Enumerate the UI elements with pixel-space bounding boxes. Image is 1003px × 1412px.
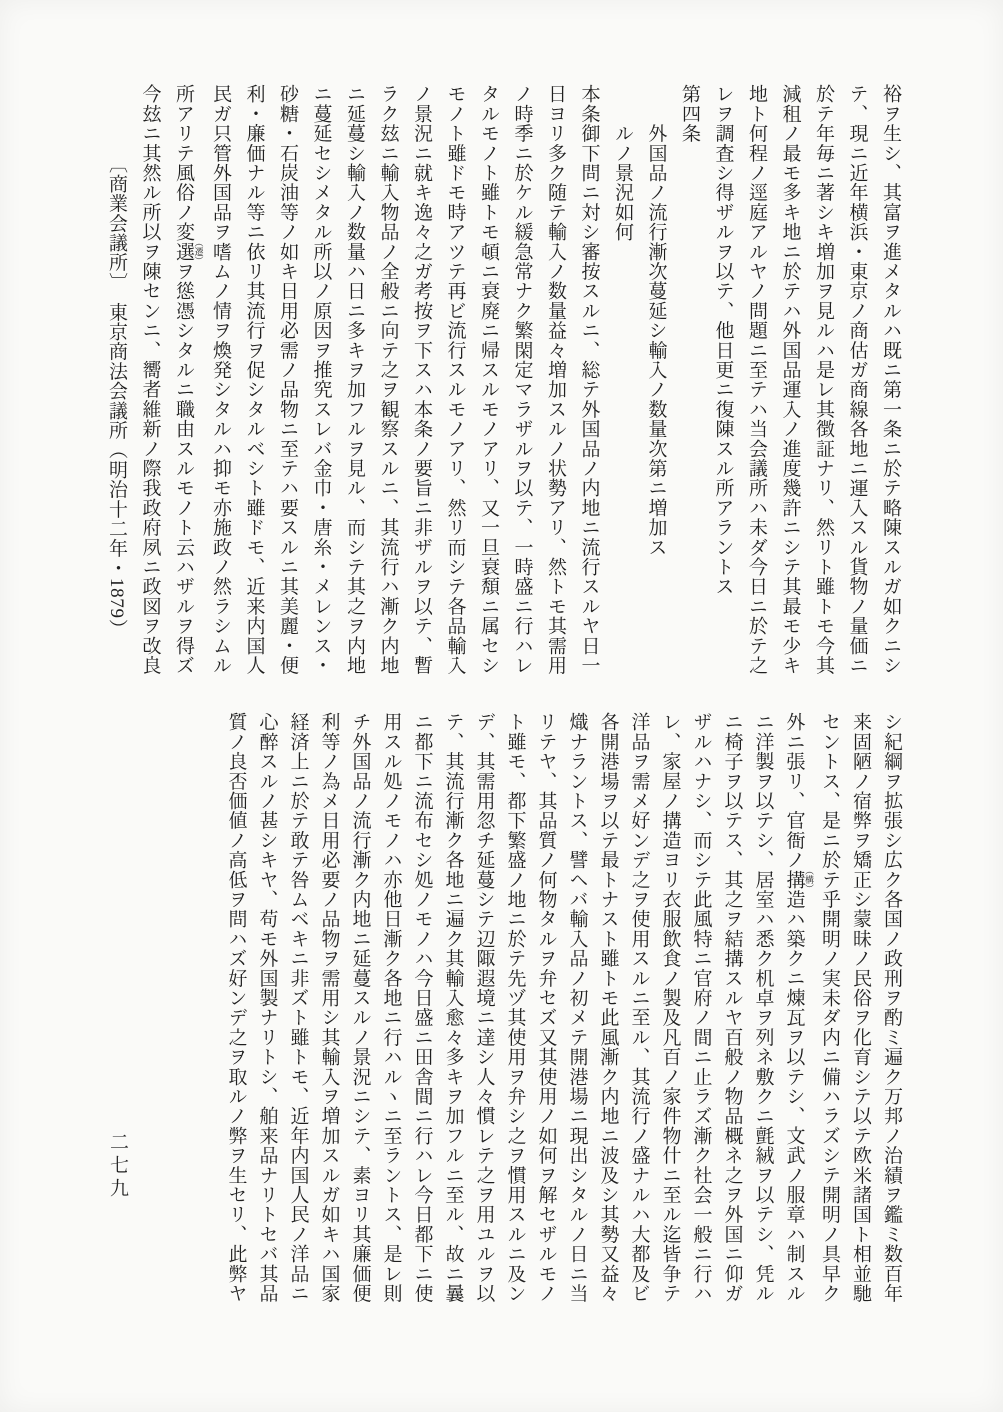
- text-column: ニ延蔓シ輸入ノ数量ハ日ニ多キヲ加フルヲ見ル、而シテ其之ヲ内地: [344, 84, 365, 675]
- text-column: レヲ調査シ得ザルヲ以テ、他日更ニ復陳スル所アラントス: [712, 84, 734, 597]
- text-column: レ、家屋ノ搆造ヨリ衣服飲食ノ製及凡百ノ家件物什ニ至ル迄皆争テ: [659, 712, 681, 1303]
- text-column: テ、現ニ近年横浜・東京ノ商估ガ商線各地ニ運入スル貨物ノ量価ニ: [846, 84, 868, 675]
- text-column: 洋品ヲ需メ好ンデ之ヲ使用スルニ至ル、其流行ノ盛ナルハ大都及ビ: [628, 712, 650, 1303]
- text-column: 用スル処ノモノハ亦他日漸ク各地ニ行ハルヽニ至ラントス、是レ則: [380, 712, 402, 1303]
- text-column: 今玆ニ其然ル所以ヲ陳センニ、嚮者維新ノ際我政府夙ニ政図ヲ改良: [139, 84, 161, 675]
- text-column: 減租ノ最モ多キ地ニ於テハ外国品運入ノ進度幾許ニシテ其最モ少キ: [779, 84, 801, 675]
- text-column: 経済上ニ於テ敢テ咎ムベキニ非ズト雖トモ、近年内国人民ノ洋品ニ: [287, 712, 309, 1303]
- text-column: 民ガ只管外国品ヲ嗜ムノ情ヲ煥発シタルハ抑モ亦施政ノ然ラシムル: [210, 84, 231, 675]
- bottom-text-block: [221, 712, 908, 1312]
- text-column: 利・廉価ナル等ニ依リ其流行ヲ促シタルベシト雖ドモ、近来内国人: [243, 84, 265, 675]
- top-columns: [133, 84, 907, 680]
- text-column: ニ椅子ヲ以テス、其之ヲ結搆スルヤ百般ノ物品概ネ之ヲ外国ニ仰ガ: [721, 712, 743, 1303]
- text-column: 利等ノ為メ日用必要ノ品物ヲ需用シ其輸入ヲ増加スルガ如キハ国家: [318, 712, 340, 1303]
- text-column: ト雖モ、都下繁盛ノ地ニ於テ先ヅ其使用ヲ弁シ之ヲ慣用スルニ及ン: [504, 712, 526, 1304]
- text-column: シ紀綱ヲ拡張シ広ク各国ノ政刑ヲ酌ミ遍ク万邦ノ治績ヲ鑑ミ数百年: [881, 712, 902, 1303]
- text-column: 来固陋ノ宿弊ヲ矯正シ蒙昧ノ民俗ヲ化育シテ以テ欧米諸国ト相並馳: [850, 712, 871, 1303]
- text-column: リテヤ、其品質ノ何物タルヲ弁セズ又其使用ノ如何ヲ解セザルモノ: [535, 712, 557, 1303]
- text-column: 於テ年毎ニ著シキ増加ヲ見ルハ是レ其徴証ナリ、然リト雖トモ今其: [813, 84, 834, 675]
- text-column: 熾ナラントス、譬ヘバ輸入品ノ初メテ開港場ニ現出シタルノ日ニ当: [566, 712, 588, 1304]
- text-column: デ、其需用忽チ延蔓シテ辺陬遐境ニ達シ人々慣レテ之ヲ用ユルヲ以: [473, 712, 495, 1303]
- bottom-columns: [221, 712, 908, 1312]
- text-column: ニ蔓延セシメタル所以ノ原因ヲ推究スレバ金巾・唐糸・メレンス・: [310, 84, 332, 675]
- text-column: テ、其流行漸ク各地ニ遍ク其輸入愈々多キヲ加フルニ至ル、故ニ曩: [442, 712, 464, 1303]
- citation-line: 〔商業会議所〕 東京商法会議所（明治十二年・1879）: [106, 154, 127, 639]
- text-column: 砂糖・石炭油等ノ如キ日用必需ノ品物ニ至テハ要スルニ其美麗・便: [277, 84, 298, 675]
- top-text-block: [100, 84, 908, 680]
- text-column: 外国品ノ流行漸次蔓延シ輸入ノ数量次第ニ増加ス: [645, 84, 667, 557]
- text-column: 第四条: [679, 84, 700, 144]
- text-column: 裕ヲ生シ、其富ヲ進メタルハ既ニ第一条ニ於テ略陳スルガ如クニシ: [880, 84, 901, 675]
- text-column: ラク玆ニ輸入物品ノ全般ニ向テ之ヲ観察スルニ、其流行ハ漸ク内地: [377, 84, 399, 675]
- text-column: 外ニ張リ、官衙ノ搆 （構）造ハ築クニ煉瓦ヲ以テシ、文武ノ服章ハ制スル: [783, 712, 814, 1304]
- text-column: タルモノト雖トモ頓ニ衰廃ニ帰スルモノアリ、又一旦衰頽ニ属セシ: [478, 84, 499, 675]
- page-number: 二七九: [107, 1132, 128, 1201]
- text-column: 本条御下問ニ対シ審按スルニ、総テ外国品ノ内地ニ流行スルヤ日一: [578, 84, 600, 675]
- text-column: 地ト何程ノ逕庭アルヤノ問題ニ至テハ当会議所ハ未ダ今日ニ於テ之: [746, 84, 767, 675]
- text-column: 日ヨリ多ク随テ輸入ノ数量益々増加スルノ状勢アリ、然トモ其需用: [545, 84, 566, 675]
- text-column: ニ洋製ヲ以テシ、居室ハ悉ク机卓ヲ列ネ敷クニ氈絨ヲ以テシ、凭ル: [752, 712, 774, 1303]
- text-column: 質ノ良否価値ノ高低ヲ問ハズ好ンデ之ヲ取ルノ弊ヲ生セリ、此弊ヤ: [225, 712, 247, 1303]
- text-column: セントス、是ニ於テ乎開明ノ実未ダ内ニ備ハラズシテ開明ノ具早ク: [819, 712, 840, 1303]
- text-column: ザルハナシ、而シテ此風特ニ官府ノ間ニ止ラズ漸ク社会一般ニ行ハ: [690, 712, 712, 1303]
- text-column: 所アリテ風俗ノ変選 （遷）ヲ慫憑シタルニ職由スルモノト云ハザルヲ得ズ: [173, 84, 204, 676]
- text-column: ノ時季ニ於ケル緩急常ナク繁閑定マラザルヲ以テ、一時盛ニ行ハレ: [511, 84, 533, 675]
- text-column: 心醉スルノ甚シキヤ、苟モ外国製ナリトシ、舶来品ナリトセバ其品: [256, 712, 278, 1303]
- text-column: ルノ景況如何: [612, 84, 633, 242]
- text-column: モノト雖ドモ時アツテ再ビ流行スルモノアリ、然リ而シテ各品輸入: [444, 84, 466, 675]
- text-column: ニ都下ニ流布セシ処ノモノハ今日盛ニ田舎間ニ行ハレ今日都下ニ使: [411, 712, 433, 1303]
- text-column: チ外国品ノ流行漸ク内地ニ延蔓スルノ景況ニシテ、素ヨリ其廉価便: [349, 712, 371, 1303]
- text-column: ノ景況ニ就キ逸々之ガ考按ヲ下スハ本条ノ要旨ニ非ザルヲ以テ、暫: [411, 84, 432, 675]
- text-column: 各開港場ヲ以テ最トナスト雖トモ此風漸ク内地ニ波及シ其勢又益々: [597, 712, 619, 1303]
